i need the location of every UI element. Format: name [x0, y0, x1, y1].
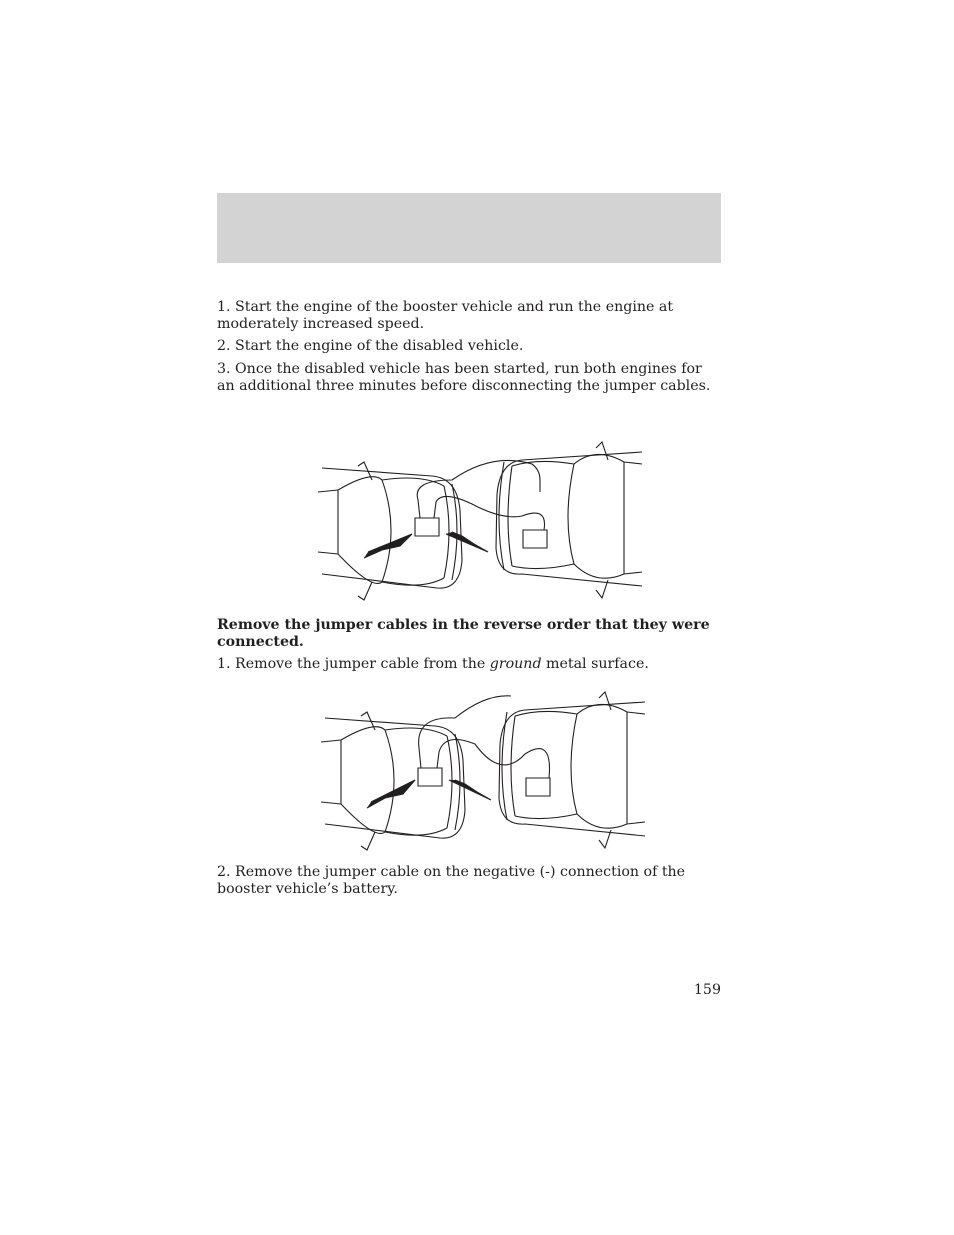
spark-right — [446, 532, 488, 552]
jumper-cable-diagram-connected — [312, 440, 648, 606]
page-number: 159 — [693, 982, 721, 998]
booster-vehicle-outline-2 — [499, 692, 645, 848]
step-remove-ground-prefix: 1. Remove the jumper cable from the — [217, 656, 490, 672]
cable-positive — [417, 460, 540, 518]
battery-disabled — [415, 518, 439, 536]
step-start-engine-booster: 1. Start the engine of the booster vehicle and run the engine at moderately increased speed. — [217, 299, 674, 332]
cable-negative-2 — [437, 740, 550, 779]
spark-left-2 — [367, 780, 415, 808]
disabled-vehicle-outline-2 — [321, 712, 465, 850]
section-header-bar — [217, 193, 721, 263]
step-remove-ground — [217, 656, 721, 673]
step-start-engine-disabled: 2. Start the engine of the disabled vehicle. — [217, 338, 524, 354]
booster-vehicle-outline — [496, 442, 642, 598]
battery-booster — [523, 530, 547, 548]
step-remove-negative-booster: 2. Remove the jumper cable on the negative (-) connection of the booster vehicle’s battery. — [217, 864, 686, 897]
step-remove-ground-emphasis: ground — [489, 656, 542, 672]
cable-negative — [434, 496, 545, 530]
disabled-vehicle-outline — [318, 462, 462, 600]
jumper-cable-diagram-ground-removed — [315, 690, 651, 856]
step-run-both-engines: 3. Once the disabled vehicle has been started, run both engines for an additional three minutes before disconnecting the jumper cables. — [217, 361, 711, 394]
spark-left — [364, 534, 412, 558]
battery-disabled-2 — [418, 768, 442, 786]
removal-heading: Remove the jumper cables in the reverse order that they were connected. — [217, 617, 710, 650]
spark-right-2 — [449, 780, 491, 800]
step-remove-ground-suffix: metal surface. — [541, 656, 649, 672]
battery-booster-2 — [526, 778, 550, 796]
cable-positive-2 — [419, 696, 511, 768]
